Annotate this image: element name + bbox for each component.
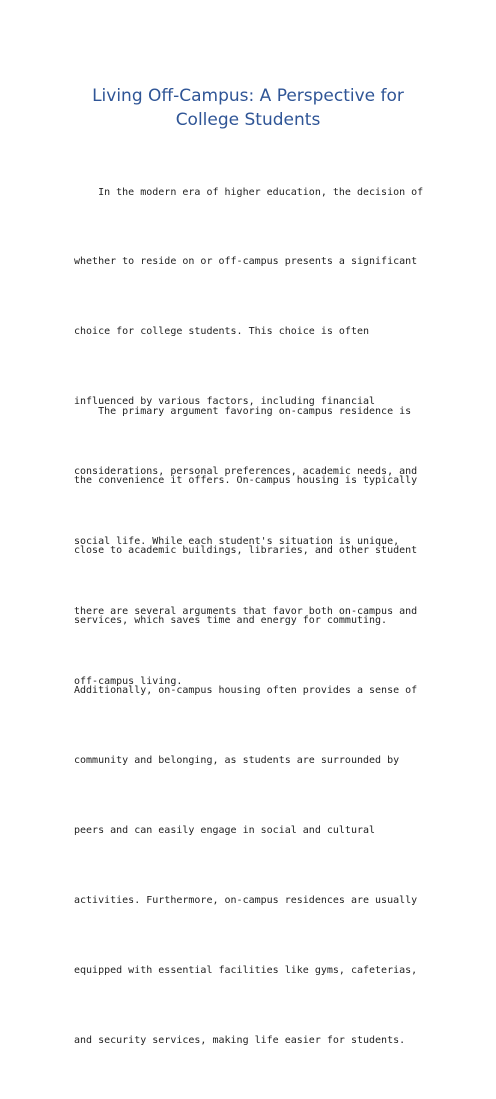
text-line: influenced by various factors, including financial xyxy=(74,396,376,408)
text-line: the convenience it offers. On-campus housing is typically xyxy=(74,475,418,487)
title-line: Living Off-Campus: A Perspective for xyxy=(92,86,404,106)
text-line: activities. Furthermore, on-campus residences are usually xyxy=(74,894,418,906)
text-line: In the modern era of higher education, the decision of xyxy=(74,186,424,198)
text-line: The primary argument favoring on-campus residence is xyxy=(74,405,412,417)
text-line: social life. While each student's situation is unique, xyxy=(74,536,400,548)
text-line: whether to reside on or off-campus presents a significant xyxy=(74,256,418,268)
text-line: services, which saves time and energy for commuting. xyxy=(74,615,388,627)
text-line: community and belonging, as students are surrounded by xyxy=(74,755,400,767)
text-line: off-campus living. xyxy=(74,675,183,687)
document-title xyxy=(60,84,436,132)
text-line: considerations, personal preferences, academic needs, and xyxy=(74,466,418,478)
text-line: there are several arguments that favor both on-campus and xyxy=(74,605,418,617)
text-line: peers and can easily engage in social and cultural xyxy=(74,824,376,836)
title-line: College Students xyxy=(175,110,321,130)
text-line: equipped with essential facilities like gyms, cafeterias, xyxy=(74,964,418,976)
paragraph-on-campus xyxy=(74,353,416,1099)
text-line: choice for college students. This choice is often xyxy=(74,326,370,338)
text-line: close to academic buildings, libraries, and other student xyxy=(74,545,418,557)
text-line: Additionally, on-campus housing often provides a sense of xyxy=(74,685,418,697)
text-line: and security services, making life easier for students. xyxy=(74,1034,406,1046)
